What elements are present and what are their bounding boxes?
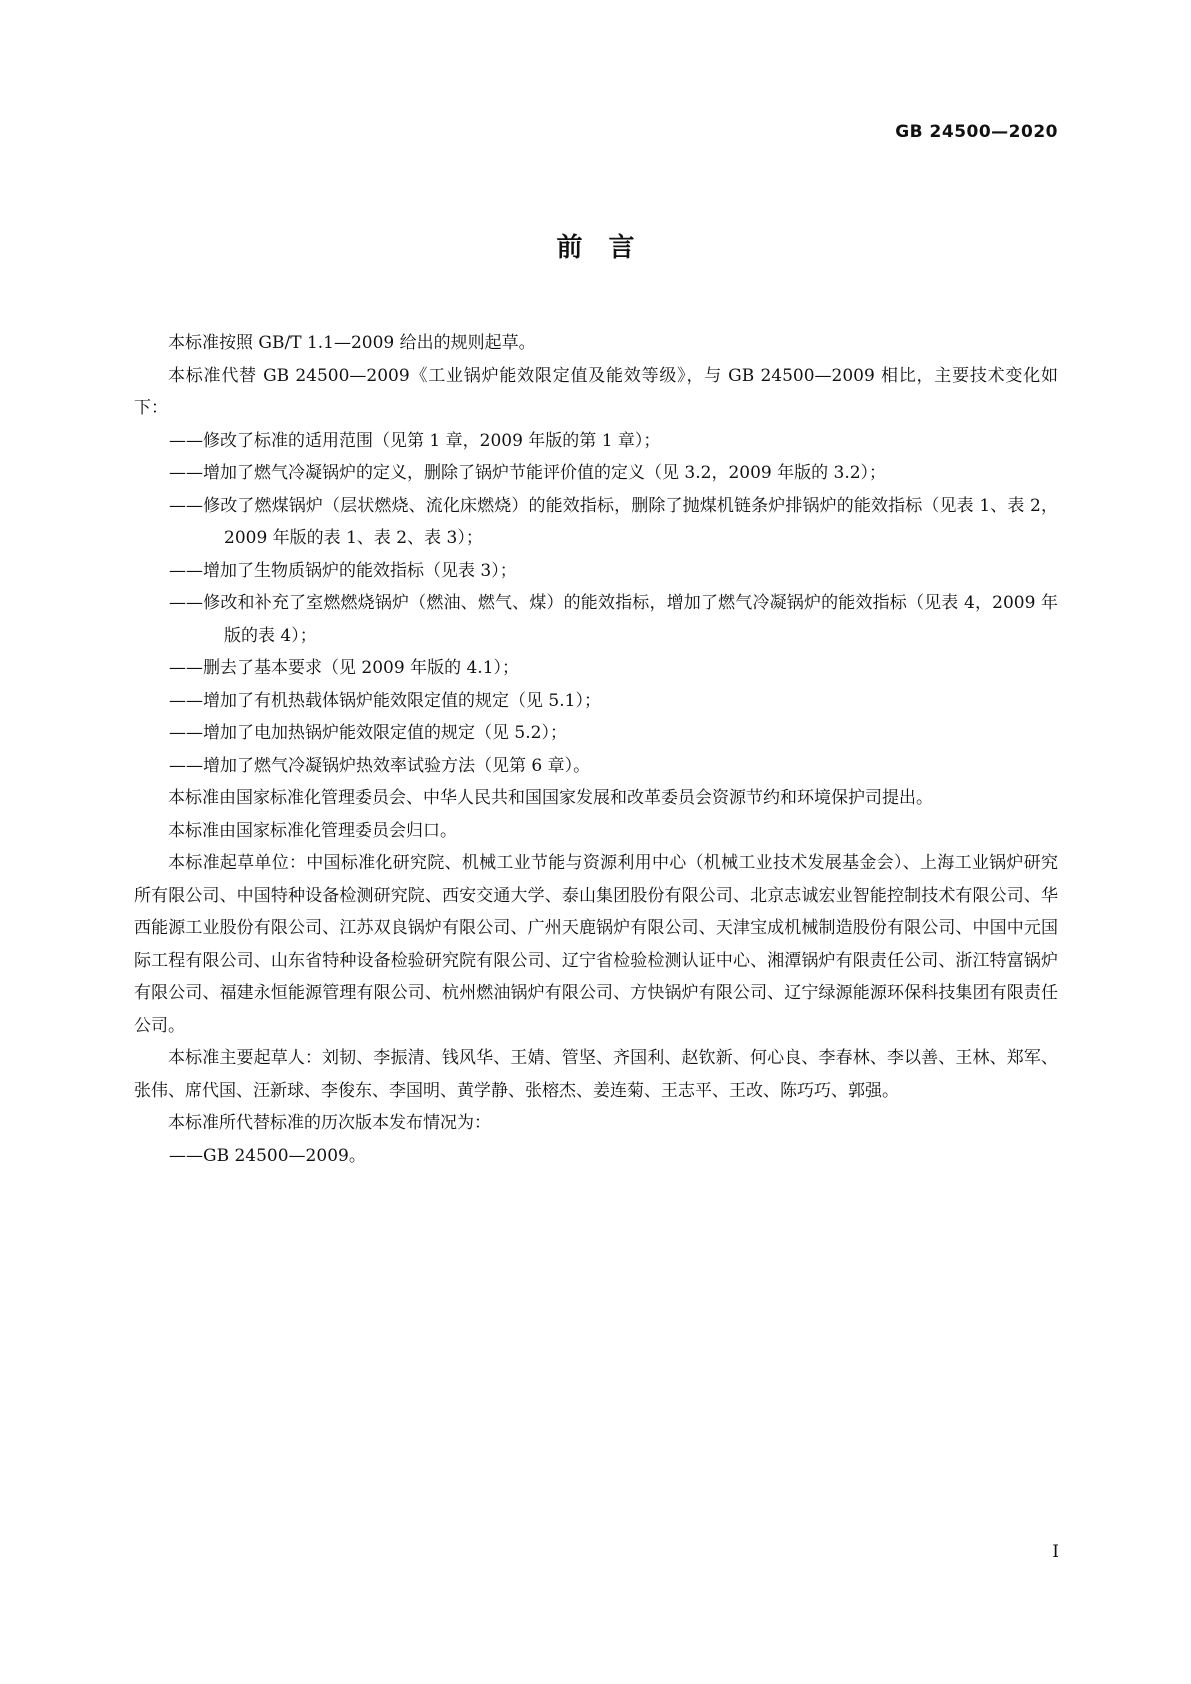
paragraph-centralized: 本标准由国家标准化管理委员会归口。 xyxy=(168,820,457,841)
page-title: 前言 xyxy=(556,233,661,263)
list-item: ——修改和补充了室燃燃烧锅炉（燃油、燃气、煤）的能效指标，增加了燃气冷凝锅炉的能效指标（见表 4，2009 年版的表 4）； xyxy=(169,593,1058,646)
list-item: ——增加了燃气冷凝锅炉的定义，删除了锅炉节能评价值的定义（见 3.2，2009 年版的 3.2）； xyxy=(169,463,887,483)
paragraph-editions-intro: 本标准所代替标准的历次版本发布情况为： xyxy=(168,1113,491,1133)
paragraph-proposer: 本标准由国家标准化管理委员会、中华人民共和国国家发展和改革委员会资源节约和环境保护司提出。 xyxy=(168,788,933,808)
paragraph-drafting-rule: 本标准按照 GB/T 1.1—2009 给出的规则起草。 xyxy=(168,333,536,353)
list-item: ——删去了基本要求（见 2009 年版的 4.1）； xyxy=(169,658,520,678)
list-item-previous-edition: ——GB 24500—2009。 xyxy=(169,1145,366,1166)
list-item: ——增加了燃气冷凝锅炉热效率试验方法（见第 6 章）。 xyxy=(169,755,591,776)
list-item: ——修改了标准的适用范围（见第 1 章，2009 年版的第 1 章）； xyxy=(169,430,661,451)
paragraph-replacement: 本标准代替 GB 24500—2009《工业锅炉能效限定值及能效等级》，与 GB 24500—2009 相比，主要技术变化如下： xyxy=(134,365,1058,418)
standard-code: GB 24500—2020 xyxy=(895,122,1058,142)
foreword-body xyxy=(134,327,1058,1172)
list-item: ——增加了有机热载体锅炉能效限定值的规定（见 5.1）； xyxy=(169,690,601,711)
list-item: ——增加了电加热锅炉能效限定值的规定（见 5.2）； xyxy=(169,723,567,743)
list-item: ——增加了生物质锅炉的能效指标（见表 3）； xyxy=(169,560,517,581)
paragraph-drafting-units: 本标准起草单位：中国标准化研究院、机械工业节能与资源利用中心（机械工业技术发展基金会）、上海工业锅炉研究所有限公司、中国特种设备检测研究院、西安交通大学、泰山集团股份有限公司、北京志诚宏业智能控制技术有限公司、华西能源工业股份有限公司、江苏双良锅炉有限公司、广州天鹿锅炉有限公司、天津宝成机械制造股份有限公司、中国中元国际工程有限公司、山东省特种设备检验研究院有限公司、辽宁省检验检测认证中心、湘潭锅炉有限责任公司、浙江特富锅炉有限公司、福建永恒能源管理有限公司、杭州燃油锅炉有限公司、方快锅炉有限公司、辽宁绿源能源环保科技集团有限责任公司。 xyxy=(134,853,1058,1036)
list-item: ——修改了燃煤锅炉（层状燃烧、流化床燃烧）的能效指标，删除了抛煤机链条炉排锅炉的能效指标（见表 1、表 2，2009 年版的表 1、表 2、表 3）； xyxy=(169,495,1058,548)
changes-list xyxy=(134,425,1058,783)
page-number: I xyxy=(1052,1542,1059,1562)
paragraph-drafters: 本标准主要起草人：刘韧、李振清、钱风华、王婧、管坚、齐国利、赵钦新、何心良、李春林、李以善、王林、郑军、张伟、席代国、汪新球、李俊东、李国明、黄学静、张榕杰、姜连菊、王志平、王改、陈巧巧、郭强。 xyxy=(134,1048,1058,1101)
